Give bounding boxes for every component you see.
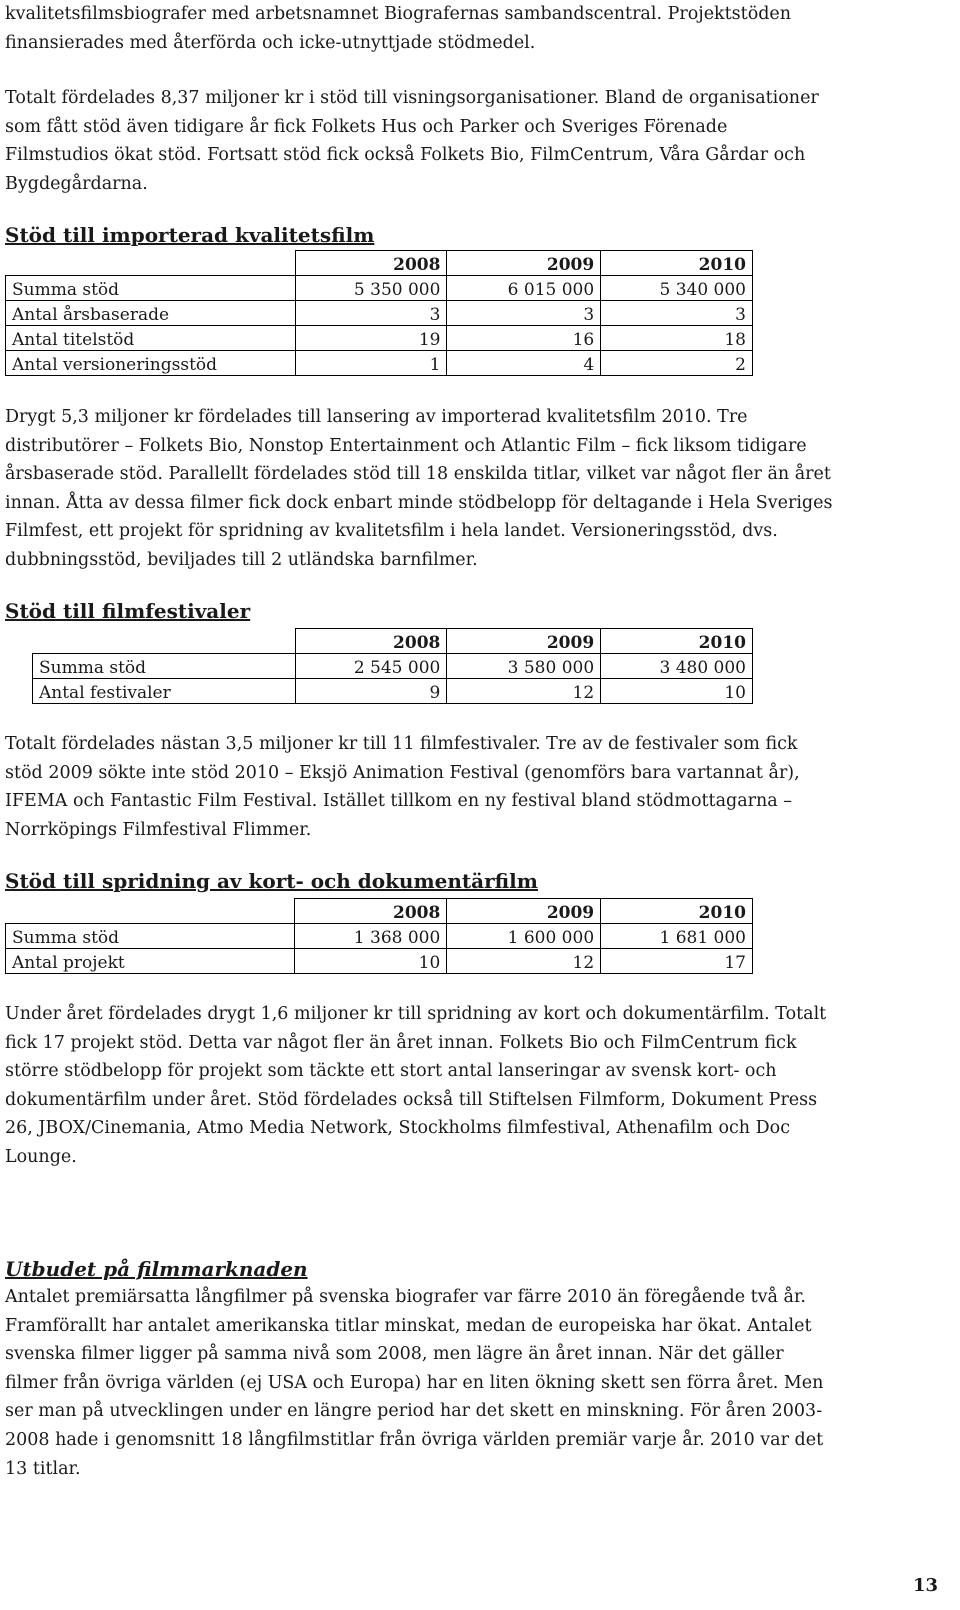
table-cell: 12 — [447, 679, 601, 704]
table-row — [33, 679, 753, 704]
table-cell: 4 — [447, 351, 601, 376]
table-cell: 5 350 000 — [295, 276, 447, 301]
table-cell: 1 681 000 — [601, 924, 753, 949]
table-row — [33, 654, 753, 679]
row-label: Summa stöd — [33, 654, 296, 679]
table-cell: 1 600 000 — [447, 924, 601, 949]
page-number: 13 — [912, 1575, 938, 1596]
table-cell: 2 545 000 — [295, 654, 447, 679]
table-cell: 9 — [295, 679, 447, 704]
intro-paragraph-1: kvalitetsfilmsbiografer med arbetsnamnet Biografernas sambandscentral. Projektstöden finansierades med återförda och icke-utnyttjade stödmedel. — [5, 4, 792, 53]
year-header: 2009 — [447, 629, 601, 654]
year-header: 2008 — [295, 251, 447, 276]
table-row — [6, 949, 753, 974]
table-header-row — [6, 899, 753, 924]
table-cell: 2 — [601, 351, 753, 376]
table-cell: 3 — [447, 301, 601, 326]
year-header: 2009 — [447, 251, 601, 276]
table-cell: 10 — [295, 949, 447, 974]
table-cell: 12 — [447, 949, 601, 974]
spridning-paragraph: Under året fördelades drygt 1,6 miljoner kr till spridning av kort och dokumentärfilm. Totalt fick 17 projekt stöd. Detta var något fler än året innan. Folkets Bio och FilmCentrum fick större stödbelopp för projekt som täckte ett stort antal lanseringar av svensk kort- och dokumentärfilm under året. Stöd fördelades också till Stiftelsen Filmform, Dokument Press 26, JBOX/Cinemania, Atmo Media Network, Stockholms filmfestival, Athenafilm och Doc Lounge. — [5, 1004, 827, 1167]
row-label: Summa stöd — [6, 276, 296, 301]
row-label: Antal projekt — [6, 949, 295, 974]
year-header: 2010 — [601, 629, 753, 654]
festival-table — [32, 628, 753, 704]
table-cell: 10 — [601, 679, 753, 704]
year-header: 2008 — [295, 629, 447, 654]
table-row — [6, 276, 753, 301]
table-cell: 3 580 000 — [447, 654, 601, 679]
table-cell: 3 — [601, 301, 753, 326]
spridning-table — [5, 898, 753, 974]
intro-paragraph-2: Totalt fördelades 8,37 miljoner kr i stöd till visningsorganisationer. Bland de organisationer som fått stöd även tidigare år fick Folkets Hus och Parker och Sveriges Förenade Filmstudios ökat stöd. Fortsatt stöd fick också Folkets Bio, FilmCentrum, Våra Gårdar och Bygdegårdarna. — [5, 88, 819, 194]
row-label: Antal versioneringsstöd — [6, 351, 296, 376]
table-cell: 6 015 000 — [447, 276, 601, 301]
utbud-heading: Utbudet på filmmarknaden — [5, 1257, 308, 1281]
table-header-row — [33, 629, 753, 654]
year-header: 2010 — [601, 899, 753, 924]
table-cell: 17 — [601, 949, 753, 974]
row-label: Antal festivaler — [33, 679, 296, 704]
table-cell: 1 — [295, 351, 447, 376]
table-cell: 19 — [295, 326, 447, 351]
table-cell: 3 — [295, 301, 447, 326]
table-row — [6, 301, 753, 326]
table-cell: 1 368 000 — [295, 924, 447, 949]
table-row — [6, 351, 753, 376]
festival-heading: Stöd till filmfestivaler — [5, 599, 251, 623]
table-cell: 3 480 000 — [601, 654, 753, 679]
year-header: 2008 — [295, 899, 447, 924]
table-cell: 18 — [601, 326, 753, 351]
utbud-paragraph: Antalet premiärsatta långfilmer på svenska biografer var färre 2010 än föregående två år. Framförallt har antalet amerikanska titlar minskat, medan de europeiska har ökat. Antalet svenska filmer ligger på samma nivå som 2008, men lägre än året innan. När det gäller filmer från övriga världen (ej USA och Europa) har en liten ökning skett sen förra året. Men ser man på utvecklingen under en längre period har det skett en minskning. För åren 2003-2008 hade i genomsnitt 18 långfilmstitlar från övriga världen premiär varje år. 2010 var det 13 titlar. — [5, 1287, 824, 1479]
table-row — [6, 924, 753, 949]
import-table — [5, 250, 753, 376]
festival-paragraph: Totalt fördelades nästan 3,5 miljoner kr till 11 filmfestivaler. Tre av de festivaler som fick stöd 2009 sökte inte stöd 2010 – Eksjö Animation Festival (genomförs bara vartannat år), IFEMA och Fantastic Film Festival. Istället tillkom en ny festival bland stödmottagarna – Norrköpings Filmfestival Flimmer. — [5, 734, 800, 840]
year-header: 2009 — [447, 899, 601, 924]
row-label: Antal årsbaserade — [6, 301, 296, 326]
table-cell: 5 340 000 — [601, 276, 753, 301]
row-label: Summa stöd — [6, 924, 295, 949]
table-row — [6, 326, 753, 351]
year-header: 2010 — [601, 251, 753, 276]
import-heading: Stöd till importerad kvalitetsfilm — [5, 223, 375, 247]
spridning-heading: Stöd till spridning av kort- och dokumentärfilm — [5, 869, 538, 893]
row-label: Antal titelstöd — [6, 326, 296, 351]
table-header-row — [6, 251, 753, 276]
import-paragraph: Drygt 5,3 miljoner kr fördelades till lansering av importerad kvalitetsfilm 2010. Tre distributörer – Folkets Bio, Nonstop Entertainment och Atlantic Film – fick liksom tidigare årsbaserade stöd. Parallellt fördelades stöd till 18 enskilda titlar, vilket var något fler än året innan. Åtta av dessa filmer fick dock enbart minde stödbelopp för deltagande i Hela Sveriges Filmfest, ett projekt för spridning av kvalitetsfilm i hela landet. Versioneringsstöd, dvs. dubbningsstöd, beviljades till 2 utländska barnfilmer. — [5, 407, 833, 570]
table-cell: 16 — [447, 326, 601, 351]
